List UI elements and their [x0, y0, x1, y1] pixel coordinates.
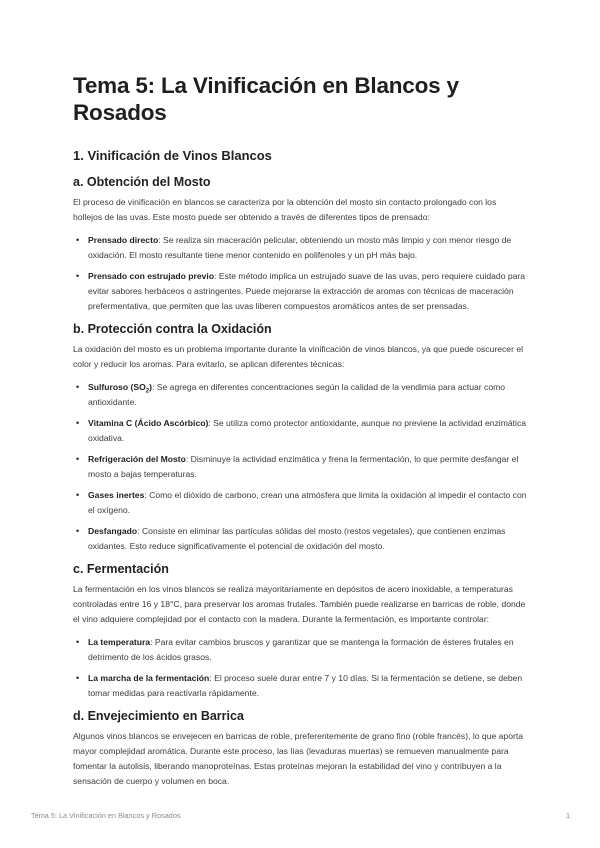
- subsection-heading-b: b. Protección contra la Oxidación: [73, 322, 272, 336]
- page-footer: [31, 811, 570, 820]
- list-item-text: : Se agrega en diferentes concentraciones según la calidad de la vendimia para actuar como antioxidante.: [88, 382, 506, 407]
- list-item: [73, 416, 527, 446]
- list-item-text: : Se utiliza como protector antioxidante, aunque no previene la actividad enzimática oxidativa.: [88, 418, 527, 443]
- list-item: [73, 671, 527, 701]
- list-item-term: Vitamina C (Ácido Ascórbico): [88, 418, 209, 428]
- document-page: [73, 72, 527, 797]
- term-part: ): [149, 382, 152, 392]
- list-item-term: La temperatura: [88, 637, 151, 647]
- paragraph-b: La oxidación del mosto es un problema importante durante la vinificación de vinos blancos, ya que puede oscurecer el color y reducir los aromas. Para evitarlo, se aplican diferentes técnicas:: [73, 344, 524, 369]
- bullet-icon: •: [76, 235, 80, 245]
- subsection-heading-d: d. Envejecimiento en Barrica: [73, 709, 244, 723]
- list-item-text: : Como el dióxido de carbono, crean una atmósfera que limita la oxidación al impedir el contacto con el oxígeno.: [88, 490, 527, 515]
- list-item-term: Gases inertes: [88, 490, 145, 500]
- section-heading: 1. Vinificación de Vinos Blancos: [73, 148, 272, 163]
- list-item-text: : Disminuye la actividad enzimática y frena la fermentación, lo que permite desfangar el mosto a bajas temperaturas.: [88, 454, 519, 479]
- list-item: [73, 635, 527, 665]
- subsection-heading-a: a. Obtención del Mosto: [73, 175, 211, 189]
- list-item-term: Desfangado: [88, 526, 138, 536]
- list-a: [73, 233, 527, 314]
- subsection-heading-c: c. Fermentación: [73, 562, 169, 576]
- bullet-icon: •: [76, 418, 80, 428]
- bullet-icon: •: [76, 454, 80, 464]
- list-item-term: Prensado directo: [88, 235, 159, 245]
- subscript: 2: [145, 388, 150, 395]
- list-item-text: : Se realiza sin maceración pelicular, obteniendo un mosto más limpio y con menor riesgo de oxidación. El mosto resultante tiene menor contenido en polifenoles y un pH más bajo.: [88, 235, 512, 260]
- list-item: [73, 233, 527, 263]
- bullet-icon: •: [76, 490, 80, 500]
- term-part: Sulfuroso (SO: [88, 382, 146, 392]
- list-item-text: : Consiste en eliminar las partículas sólidas del mosto (restos vegetales), que contienen enzimas oxidantes. Esto reduce significativamente el potencial de oxidación del mosto.: [88, 526, 506, 551]
- list-item-text: : Para evitar cambios bruscos y garantizar que se mantenga la formación de ésteres frutales en detrimento de los ácidos grasos.: [88, 637, 514, 662]
- paragraph-c: La fermentación en los vinos blancos se realiza mayoritariamente en depósitos de acero inoxidable, a temperaturas controladas entre 16 y 18°C, para preservar los aromas frutales. También puede realizarse en barricas de roble, donde el vino adquiere complejidad por el contacto con la madera. Durante la fermentación, es importante controlar:: [73, 584, 526, 624]
- bullet-icon: •: [76, 382, 80, 392]
- list-item: [73, 452, 527, 482]
- list-item: [73, 269, 527, 314]
- list-item: [73, 524, 527, 554]
- page-number: 1: [565, 811, 570, 820]
- bullet-icon: •: [76, 271, 80, 281]
- paragraph-d: Algunos vinos blancos se envejecen en barricas de roble, preferentemente de grano fino (roble francés), lo que aporta mayor complejidad aromática. Durante este proceso, las lías (levaduras muertas) se remueven manualmente para fomentar la autolisis, liberando manoproteínas. Estas proteínas mejoran la estabilidad del vino y contribuyen a la sensación de cuerpo y volumen en boca.: [73, 731, 524, 786]
- list-item: [73, 488, 527, 518]
- bullet-icon: •: [76, 526, 80, 536]
- list-item-term: [88, 382, 152, 395]
- list-b: [73, 380, 527, 554]
- paragraph-a: El proceso de vinificación en blancos se caracteriza por la obtención del mosto sin contacto prolongado con los hollejos de las uvas. Este mosto puede ser obtenido a través de diferentes tipos de prensado:: [73, 197, 497, 222]
- list-c: [73, 635, 527, 701]
- list-item-term: Prensado con estrujado previo: [88, 271, 215, 281]
- bullet-icon: •: [76, 637, 80, 647]
- list-item-text: : El proceso suele durar entre 7 y 10 días. Si la fermentación se detiene, se deben tomar medidas para reactivarla rápidamente.: [88, 673, 523, 698]
- list-item-term: Refrigeración del Mosto: [88, 454, 186, 464]
- page-title: Tema 5: La Vinificación en Blancos y Rosados: [73, 73, 459, 125]
- bullet-icon: •: [76, 673, 80, 683]
- list-item-text: : Este método implica un estrujado suave de las uvas, pero requiere cuidado para evitar sabores herbáceos o astringentes. Puede mejorarse la extracción de aromas con técnicas de maceración prefermentativa, que permiten que las uvas liberen compuestos aromáticos antes de ser prensadas.: [88, 271, 526, 311]
- list-item-term: La marcha de la fermentación: [88, 673, 210, 683]
- footer-title: Tema 5: La Vinificación en Blancos y Rosados: [31, 811, 181, 820]
- list-item: [73, 380, 527, 410]
